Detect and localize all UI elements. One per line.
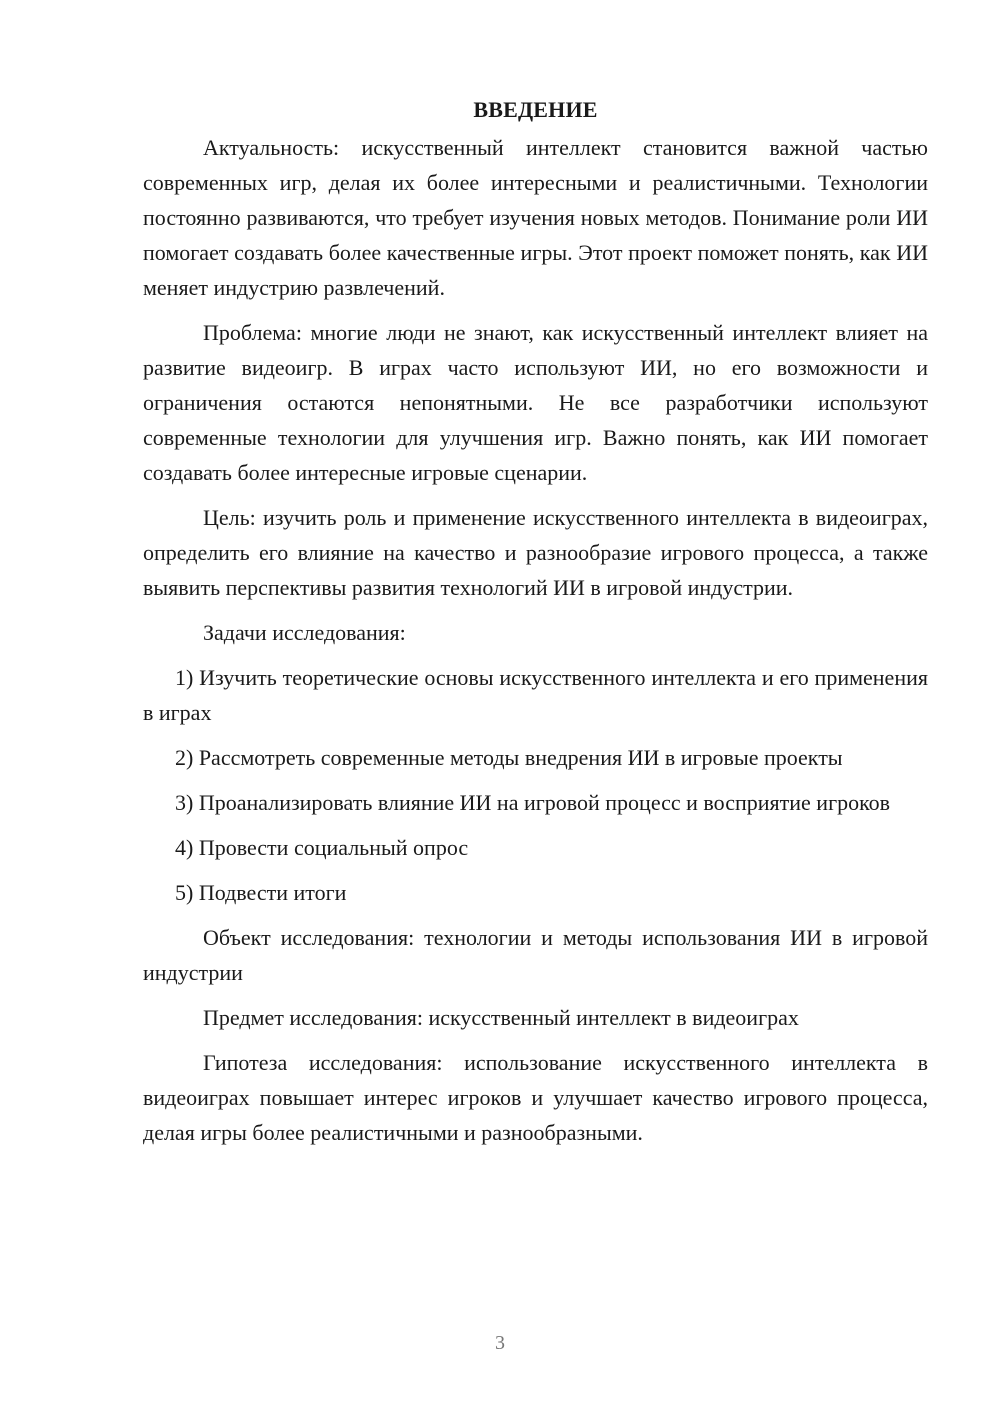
problem-paragraph: Проблема: многие люди не знают, как искусственный интеллект влияет на развитие видеоигр. В играх часто используют ИИ, но его возможности и ограничения остаются непонятными. Не все разработчики используют современные технологии для улучшения игр. Важно понять, как ИИ помогает создавать более интересные игровые сценарии. — [143, 320, 928, 485]
task-item-2: 2) Рассмотреть современные методы внедрения ИИ в игровые проекты — [175, 745, 843, 770]
hypothesis-paragraph: Гипотеза исследования: использование искусственного интеллекта в видеоиграх повышает интерес игроков и улучшает качество игрового процесса, делая игры более реалистичными и разнообразными. — [143, 1050, 928, 1145]
page-number: 3 — [495, 1332, 505, 1354]
goal-paragraph: Цель: изучить роль и применение искусственного интеллекта в видеоиграх, определить его влияние на качество и разнообразие игрового процесса, а также выявить перспективы развития технологий ИИ в игровой индустрии. — [143, 505, 928, 600]
task-item-1: 1) Изучить теоретические основы искусственного интеллекта и его применения в играх — [143, 665, 928, 725]
tasks-title: Задачи исследования: — [203, 620, 406, 645]
relevance-paragraph: Актуальность: искусственный интеллект становится важной частью современных игр, делая их более интересными и реалистичными. Технологии постоянно развиваются, что требует изучения новых методов. Понимание роли ИИ помогает создавать более качественные игры. Этот проект поможет понять, как ИИ меняет индустрию развлечений. — [143, 135, 928, 300]
section-heading: ВВЕДЕНИЕ — [473, 97, 598, 122]
document-page — [143, 92, 928, 1160]
subject-paragraph: Предмет исследования: искусственный интеллект в видеоиграх — [203, 1005, 799, 1030]
task-item-3: 3) Проанализировать влияние ИИ на игровой процесс и восприятие игроков — [175, 790, 891, 815]
task-item-4: 4) Провести социальный опрос — [175, 835, 469, 860]
task-item-5: 5) Подвести итоги — [175, 880, 347, 905]
object-paragraph: Объект исследования: технологии и методы использования ИИ в игровой индустрии — [143, 925, 928, 985]
